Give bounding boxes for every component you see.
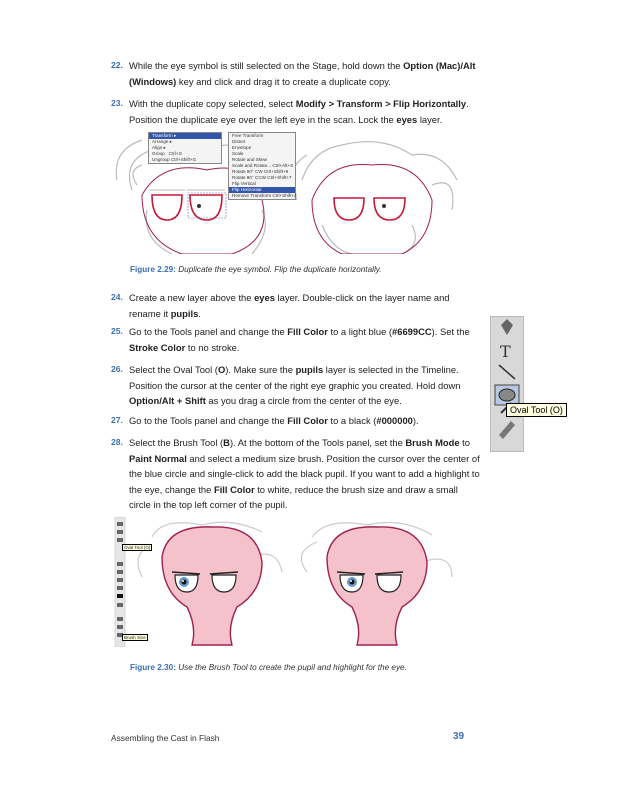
bold-term: Stroke Color (129, 341, 186, 353)
line-tool-icon (499, 365, 515, 379)
text-run: ). Make sure the (225, 364, 296, 375)
text-run: to white, reduce the brush size and draw a small circle in the top left corner of the pupil. (129, 483, 458, 510)
step-number: 23. (111, 98, 123, 108)
oval-tool-tooltip: Oval Tool (O) (506, 403, 567, 417)
brush-icon (499, 421, 515, 439)
oval-tool-icon (499, 389, 515, 401)
bold-term: Option (Mac)/Alt (Windows) (129, 60, 476, 87)
footer-chapter-title: Assembling the Cast in Flash (111, 733, 220, 743)
step-22 (111, 58, 481, 89)
menu-item-distort[interactable]: Distort (232, 139, 246, 144)
bold-term: #000000 (376, 415, 413, 426)
step-number: 24. (111, 292, 123, 302)
text-tool-icon: T (500, 342, 511, 361)
step-number: 26. (111, 364, 123, 374)
step-text (129, 324, 481, 355)
pen-icon (501, 319, 513, 335)
text-run: as you drag a circle from the center of the eye. (205, 395, 402, 406)
text-run: Go to the Tools panel and change the (129, 326, 288, 337)
mini-oval-tool-tip: Oval Tool (O) (124, 545, 151, 550)
menu-item-flip-vertical[interactable]: Flip Vertical (232, 181, 256, 186)
mini-brush-size-tip: Brush Size (124, 635, 146, 640)
menu-item-group[interactable]: Group Ctrl+G (152, 151, 183, 156)
step-number: 28. (111, 437, 123, 447)
figure-2-30-image (112, 517, 466, 647)
step-23 (111, 96, 481, 127)
text-run: layer. Double-click on the layer name and rename it (129, 292, 450, 319)
menu-item-arrange[interactable]: Arrange ▸ (152, 139, 172, 144)
step-text (129, 413, 481, 429)
text-run: to no stroke. (185, 341, 240, 353)
text-run: key and click and drag it to create a duplicate copy. (176, 75, 391, 87)
step-text (129, 435, 481, 513)
bold-term: pupils (295, 364, 324, 375)
text-run: to a light blue ( (327, 326, 393, 337)
text-run: ). (412, 415, 419, 426)
tools-panel-image (490, 316, 524, 452)
text-run: Select the Brush Tool ( (129, 437, 224, 448)
step-24 (111, 290, 481, 321)
text-run: layer. (417, 113, 443, 125)
menu-item-free-transform[interactable]: Free Transform (232, 133, 264, 138)
text-run: . (198, 307, 201, 319)
caption-label: Figure 2.29: (130, 265, 176, 274)
caption-label: Figure 2.30: (130, 663, 176, 672)
menu-item-ungroup[interactable]: Ungroup Ctrl+Shift+G (152, 157, 197, 162)
text-run: Select the Oval Tool ( (129, 364, 218, 375)
transform-submenu[interactable] (228, 132, 296, 200)
step-number: 25. (111, 326, 123, 336)
text-run: With the duplicate copy selected, select (129, 98, 296, 109)
bold-term: Fill Color (287, 415, 328, 426)
bold-term: Fill Color (287, 326, 328, 337)
bold-term: O (217, 364, 226, 375)
page-number: 39 (453, 731, 465, 742)
bold-term: #6699CC (392, 326, 432, 337)
bold-term: Paint Normal (129, 452, 187, 464)
character-pink-heads-illustration (112, 517, 466, 647)
bold-term: B (223, 437, 230, 448)
caption-text: Use the Brush Tool to create the pupil and highlight for the eye. (178, 663, 407, 672)
bold-term: pupils (170, 307, 199, 319)
step-number: 22. (111, 60, 123, 70)
step-text (129, 290, 481, 321)
bold-term: eyes (396, 113, 418, 125)
tools-panel-icons (491, 317, 523, 451)
text-run: While the eye symbol is still selected on the Stage, hold down the (129, 60, 404, 71)
step-text (129, 96, 481, 127)
bold-term: Brush Mode (405, 437, 460, 448)
text-run: ). Set the (431, 326, 470, 337)
bold-term: eyes (254, 292, 275, 303)
bold-term: Fill Color (213, 483, 255, 495)
figure-2-30-caption (130, 663, 407, 672)
menu-item-flip-horizontal[interactable]: Flip Horizontal (229, 187, 295, 193)
menu-item-transform[interactable]: Transform ▸ (149, 133, 221, 139)
step-text (129, 58, 481, 89)
text-run: to (459, 437, 471, 448)
step-25 (111, 324, 481, 355)
text-run: Create a new layer above the (129, 292, 255, 303)
menu-item-rotate-cw[interactable]: Rotate 90° CW Ctrl+Shift+9 (232, 169, 289, 174)
step-28 (111, 435, 481, 513)
step-27 (111, 413, 481, 429)
menu-item-scale[interactable]: Scale (232, 151, 244, 156)
text-run: Go to the Tools panel and change the (129, 415, 288, 426)
menu-item-rotate-skew[interactable]: Rotate and Skew (232, 157, 267, 162)
step-text (129, 362, 481, 409)
step-26 (111, 362, 481, 409)
figure-2-29-caption (130, 265, 382, 274)
modify-menu[interactable] (148, 132, 222, 164)
text-run: layer is selected in the Timeline. Position the cursor at the center of the right eye graphic you created. Hold down (129, 364, 461, 391)
bold-term: Option/Alt + Shift (129, 395, 206, 406)
step-number: 27. (111, 415, 123, 425)
menu-item-remove-transform[interactable]: Remove Transform Ctrl+Shift+Z (232, 193, 297, 198)
menu-item-rotate-ccw[interactable]: Rotate 90° CCW Ctrl+Shift+7 (232, 175, 292, 180)
text-run: . Position the duplicate eye over the left eye in the scan. Lock the (129, 98, 469, 125)
menu-item-align[interactable]: Align ▸ (152, 145, 166, 150)
bold-term: Modify > Transform > Flip Horizontally (295, 98, 467, 109)
text-run: and select a medium size brush. Position the cursor over the center of the blue circle and single-click to add the black pupil. If you want to add a highlight to the eye, change the (129, 452, 480, 495)
text-run: to a black ( (327, 415, 377, 426)
text-run: ). At the bottom of the Tools panel, set the (229, 437, 406, 448)
menu-item-envelope[interactable]: Envelope (232, 145, 252, 150)
menu-item-scale-rotate[interactable]: Scale and Rotate... Ctrl+Alt+S (232, 163, 294, 168)
caption-text: Duplicate the eye symbol. Flip the duplicate horizontally. (178, 265, 382, 274)
